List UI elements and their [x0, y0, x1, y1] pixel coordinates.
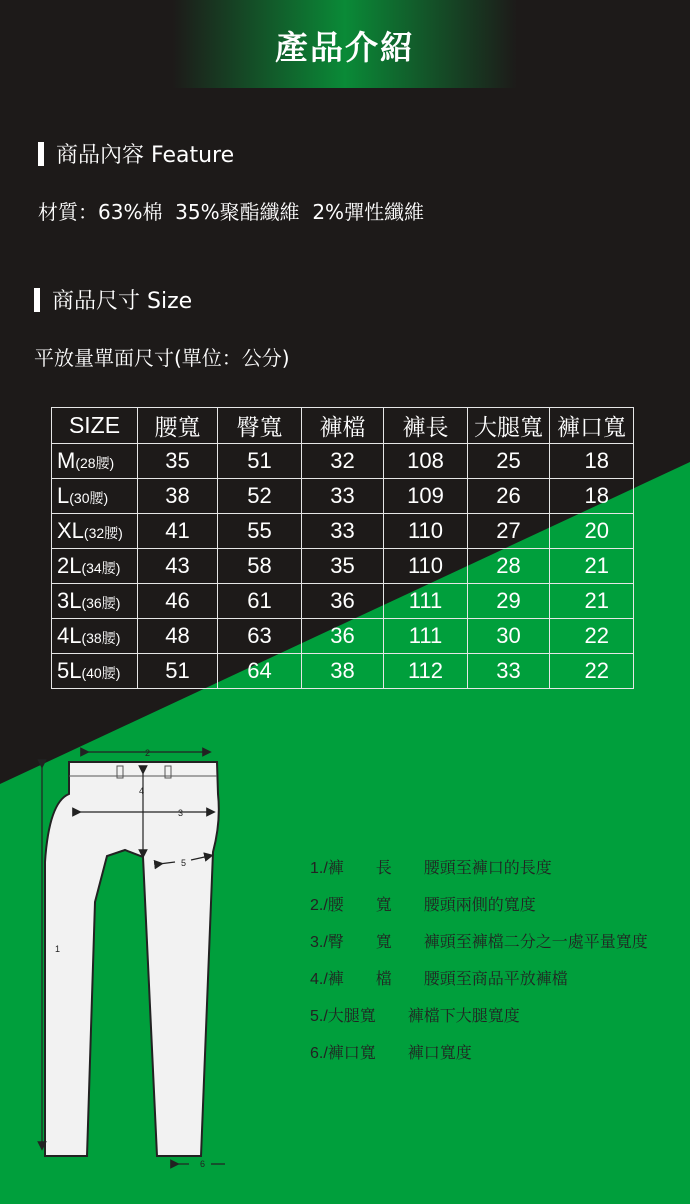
table-cell: 20 — [550, 514, 634, 549]
table-cell: 25 — [468, 444, 550, 479]
heading-bar — [34, 288, 40, 312]
table-cell: 29 — [468, 584, 550, 619]
size-label-cell — [52, 584, 138, 619]
marker-3: 3 — [178, 808, 184, 818]
pants-diagram — [25, 742, 225, 1174]
legend-item: 6./褲口寬 褲口寬度 — [310, 1045, 472, 1062]
table-cell: 18 — [550, 444, 634, 479]
table-cell: 35 — [138, 444, 218, 479]
header-cell: 褲檔 — [302, 408, 384, 444]
table-cell: 21 — [550, 584, 634, 619]
waist-label: (36腰) — [81, 595, 121, 611]
size-label: 3L — [57, 588, 82, 613]
size-label-cell — [52, 479, 138, 514]
table-cell: 46 — [138, 584, 218, 619]
table-row — [52, 619, 634, 654]
size-label: 5L — [57, 658, 82, 683]
table-cell: 18 — [550, 479, 634, 514]
legend-item: 2./腰 寬 腰頭兩側的寬度 — [310, 897, 536, 914]
page-title: 產品介紹 — [275, 28, 415, 67]
size-label-cell — [52, 654, 138, 689]
size-heading — [34, 284, 192, 315]
table-cell: 27 — [468, 514, 550, 549]
table-cell: 48 — [138, 619, 218, 654]
table-cell: 38 — [302, 654, 384, 689]
table-cell: 38 — [138, 479, 218, 514]
legend-item: 3./臀 寬 褲頭至褲檔二分之一處平量寬度 — [310, 934, 648, 951]
table-cell: 33 — [302, 479, 384, 514]
table-cell: 36 — [302, 619, 384, 654]
table-cell: 21 — [550, 549, 634, 584]
feature-heading-text: 商品內容 Feature — [56, 143, 235, 168]
table-cell: 33 — [468, 654, 550, 689]
waist-label: (32腰) — [83, 525, 123, 541]
size-label-cell — [52, 619, 138, 654]
size-table — [51, 407, 634, 689]
legend-item: 5./大腿寬 褲檔下大腿寬度 — [310, 1008, 520, 1025]
feature-heading — [38, 138, 234, 169]
table-cell: 35 — [302, 549, 384, 584]
table-cell: 30 — [468, 619, 550, 654]
header-cell: SIZE — [52, 408, 138, 444]
table-cell: 112 — [384, 654, 468, 689]
size-label: 4L — [57, 623, 82, 648]
table-cell: 109 — [384, 479, 468, 514]
table-cell: 51 — [218, 444, 302, 479]
table-row — [52, 444, 634, 479]
table-cell: 111 — [384, 584, 468, 619]
material-text: 材質：63%棉 35%聚酯纖維 2%彈性纖維 — [38, 200, 425, 224]
marker-6: 6 — [200, 1159, 206, 1169]
header-cell: 腰寬 — [138, 408, 218, 444]
size-label: XL — [57, 518, 84, 543]
waist-label: (34腰) — [81, 560, 121, 576]
waist-label: (30腰) — [69, 490, 109, 506]
table-cell: 58 — [218, 549, 302, 584]
marker-1: 1 — [55, 944, 61, 954]
table-cell: 55 — [218, 514, 302, 549]
table-cell: 28 — [468, 549, 550, 584]
size-label-cell — [52, 549, 138, 584]
table-row — [52, 549, 634, 584]
size-label-cell — [52, 514, 138, 549]
marker-2: 2 — [145, 748, 151, 758]
table-row — [52, 584, 634, 619]
size-label: L — [57, 483, 70, 508]
header-cell: 臀寬 — [218, 408, 302, 444]
table-row — [52, 654, 634, 689]
legend-item: 4./褲 檔 腰頭至商品平放褲檔 — [310, 971, 568, 988]
table-row — [52, 479, 634, 514]
table-cell: 41 — [138, 514, 218, 549]
legend-item: 1./褲 長 腰頭至褲口的長度 — [310, 860, 552, 877]
waist-label: (38腰) — [81, 630, 121, 646]
table-row — [52, 514, 634, 549]
table-cell: 22 — [550, 654, 634, 689]
marker-4: 4 — [139, 786, 145, 796]
table-cell: 36 — [302, 584, 384, 619]
table-cell: 33 — [302, 514, 384, 549]
table-cell: 51 — [138, 654, 218, 689]
table-cell: 32 — [302, 444, 384, 479]
table-cell: 64 — [218, 654, 302, 689]
marker-5: 5 — [181, 858, 187, 868]
table-cell: 61 — [218, 584, 302, 619]
table-header-row — [52, 408, 634, 444]
waist-label: (40腰) — [81, 665, 121, 681]
size-label-cell — [52, 444, 138, 479]
measurement-note: 平放量單面尺寸(單位：公分) — [34, 346, 290, 370]
header-cell: 褲口寬 — [550, 408, 634, 444]
header-cell: 褲長 — [384, 408, 468, 444]
size-label: M — [57, 448, 76, 473]
table-cell: 52 — [218, 479, 302, 514]
heading-bar — [38, 142, 44, 166]
table-cell: 110 — [384, 514, 468, 549]
table-cell: 22 — [550, 619, 634, 654]
table-cell: 26 — [468, 479, 550, 514]
table-cell: 43 — [138, 549, 218, 584]
table-cell: 108 — [384, 444, 468, 479]
table-cell: 110 — [384, 549, 468, 584]
pants-outline — [45, 762, 219, 1156]
table-cell: 63 — [218, 619, 302, 654]
waist-label: (28腰) — [75, 455, 115, 471]
table-cell: 111 — [384, 619, 468, 654]
size-label: 2L — [57, 553, 82, 578]
size-heading-text: 商品尺寸 Size — [52, 289, 193, 314]
header-cell: 大腿寬 — [468, 408, 550, 444]
